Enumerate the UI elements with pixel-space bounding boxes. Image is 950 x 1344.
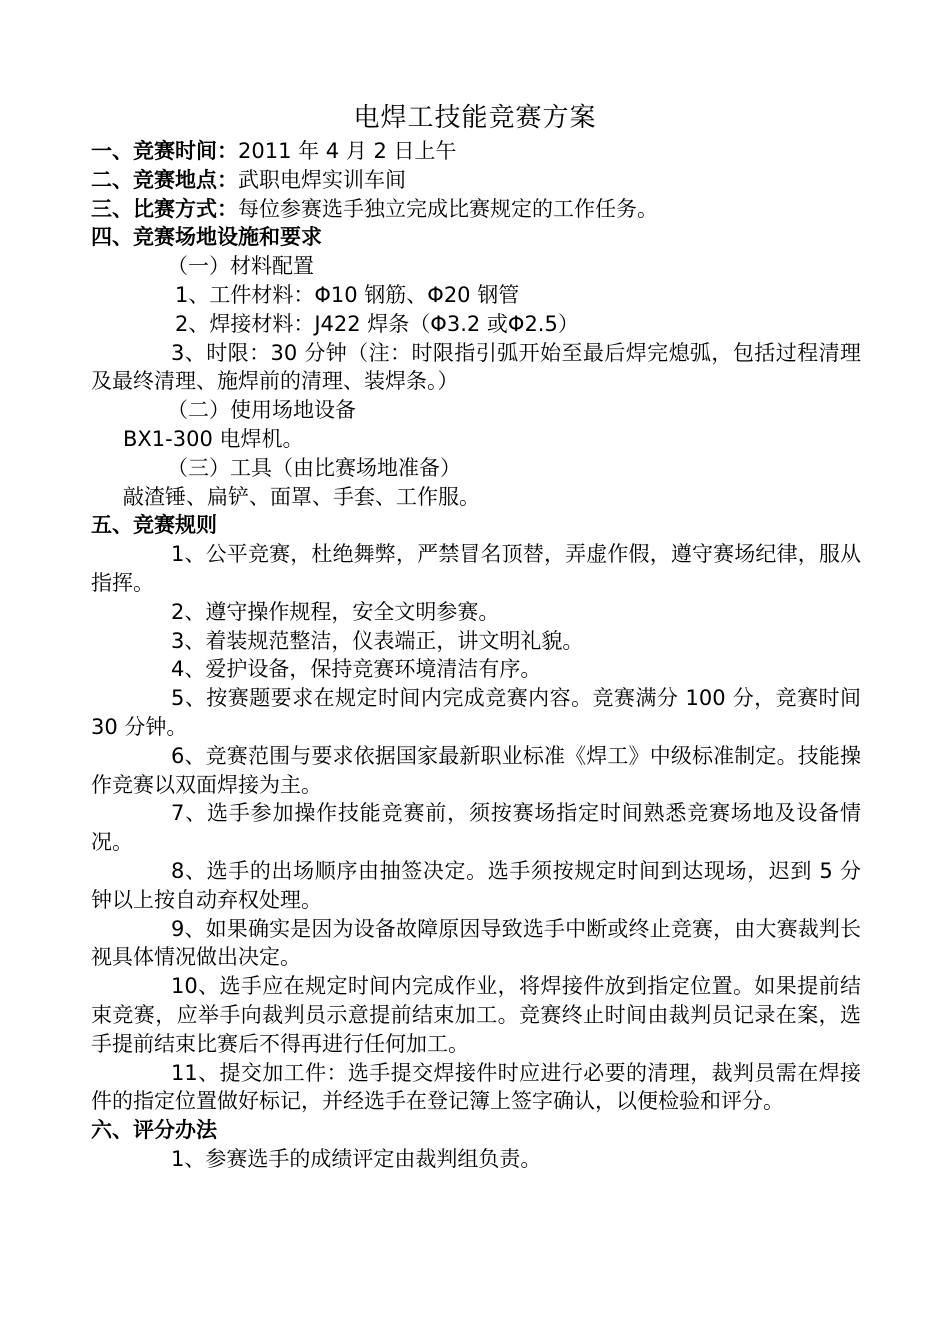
rule-item: 3、着装规范整洁，仪表端正，讲文明礼貌。 — [171, 628, 584, 653]
list-item: 2、焊接材料：J422 焊条（Φ3.2 或Φ2.5） — [175, 311, 579, 336]
section-competition-time — [91, 137, 861, 166]
section-value: 武职电焊实训车间 — [238, 167, 406, 192]
list-item: 1、工件材料：Φ10 钢筋、Φ20 钢管 — [175, 282, 520, 307]
section-heading-facilities: 四、竞赛场地设施和要求 — [91, 225, 322, 250]
document-title: 电焊工技能竞赛方案 — [353, 103, 597, 133]
rule-item: 2、遵守操作规程，安全文明参赛。 — [171, 599, 500, 624]
section-heading: 三、比赛方式： — [91, 196, 238, 221]
rule-item: 9、如果确实是因为设备故障原因导致选手中断或终止竞赛，由大赛裁判长视具体情况做出决定。 — [91, 916, 861, 970]
rule-item: 6、竞赛范围与要求依据国家最新职业标准《焊工》中级标准制定。技能操作竞赛以双面焊接为主。 — [91, 743, 861, 797]
section-value: 2011 年 4 月 2 日上午 — [238, 139, 457, 163]
section-value: 每位参赛选手独立完成比赛规定的工作任务。 — [238, 196, 658, 221]
list-item: 3、时限：30 分钟（注：时限指引弧开始至最后焊完熄弧，包括过程清理及最终清理、施焊前的清理、装焊条。） — [91, 340, 861, 394]
section-heading-scoring: 六、评分办法 — [91, 1118, 217, 1143]
section-heading: 二、竞赛地点： — [91, 167, 238, 192]
rule-item: 10、选手应在规定时间内完成作业，将焊接件放到指定位置。如果提前结束竞赛，应举手向裁判员示意提前结束加工。竞赛终止时间由裁判员记录在案，选手提前结束比赛后不得再进行任何加工。 — [91, 974, 861, 1056]
equipment-text: BX1-300 电焊机。 — [123, 426, 304, 451]
rule-item: 8、选手的出场顺序由抽签决定。选手须按规定时间到达现场，迟到 5 分钟以上按自动弃权处理。 — [91, 858, 861, 912]
rule-item: 1、公平竞赛，杜绝舞弊，严禁冒名顶替，弄虚作假，遵守赛场纪律，服从指挥。 — [91, 542, 861, 595]
rule-item: 11、提交加工件：选手提交焊接件时应进行必要的清理，裁判员需在焊接件的指定位置做好标记，并经选手在登记簿上签字确认，以便检验和评分。 — [91, 1060, 861, 1114]
subsection-equipment: （二）使用场地设备 — [167, 398, 356, 423]
section-competition-format — [91, 195, 861, 224]
section-heading: 一、竞赛时间： — [91, 139, 238, 163]
subsection-tools: （三）工具（由比赛场地准备） — [167, 455, 461, 480]
section-heading-rules: 五、竞赛规则 — [91, 513, 217, 538]
rule-item: 4、爱护设备，保持竞赛环境清洁有序。 — [171, 657, 542, 682]
subsection-materials: （一）材料配置 — [167, 254, 314, 279]
rule-item: 5、按赛题要求在规定时间内完成竞赛内容。竞赛满分 100 分，竞赛时间 30 分钟。 — [91, 686, 861, 739]
rule-item: 7、选手参加操作技能竞赛前，须按赛场指定时间熟悉竞赛场地及设备情况。 — [91, 801, 861, 855]
document-body — [91, 137, 861, 1174]
tools-text: 敲渣锤、扁铲、面罩、手套、工作服。 — [123, 484, 480, 509]
scoring-item: 1、参赛选手的成绩评定由裁判组负责。 — [171, 1146, 542, 1171]
section-competition-location — [91, 166, 861, 195]
